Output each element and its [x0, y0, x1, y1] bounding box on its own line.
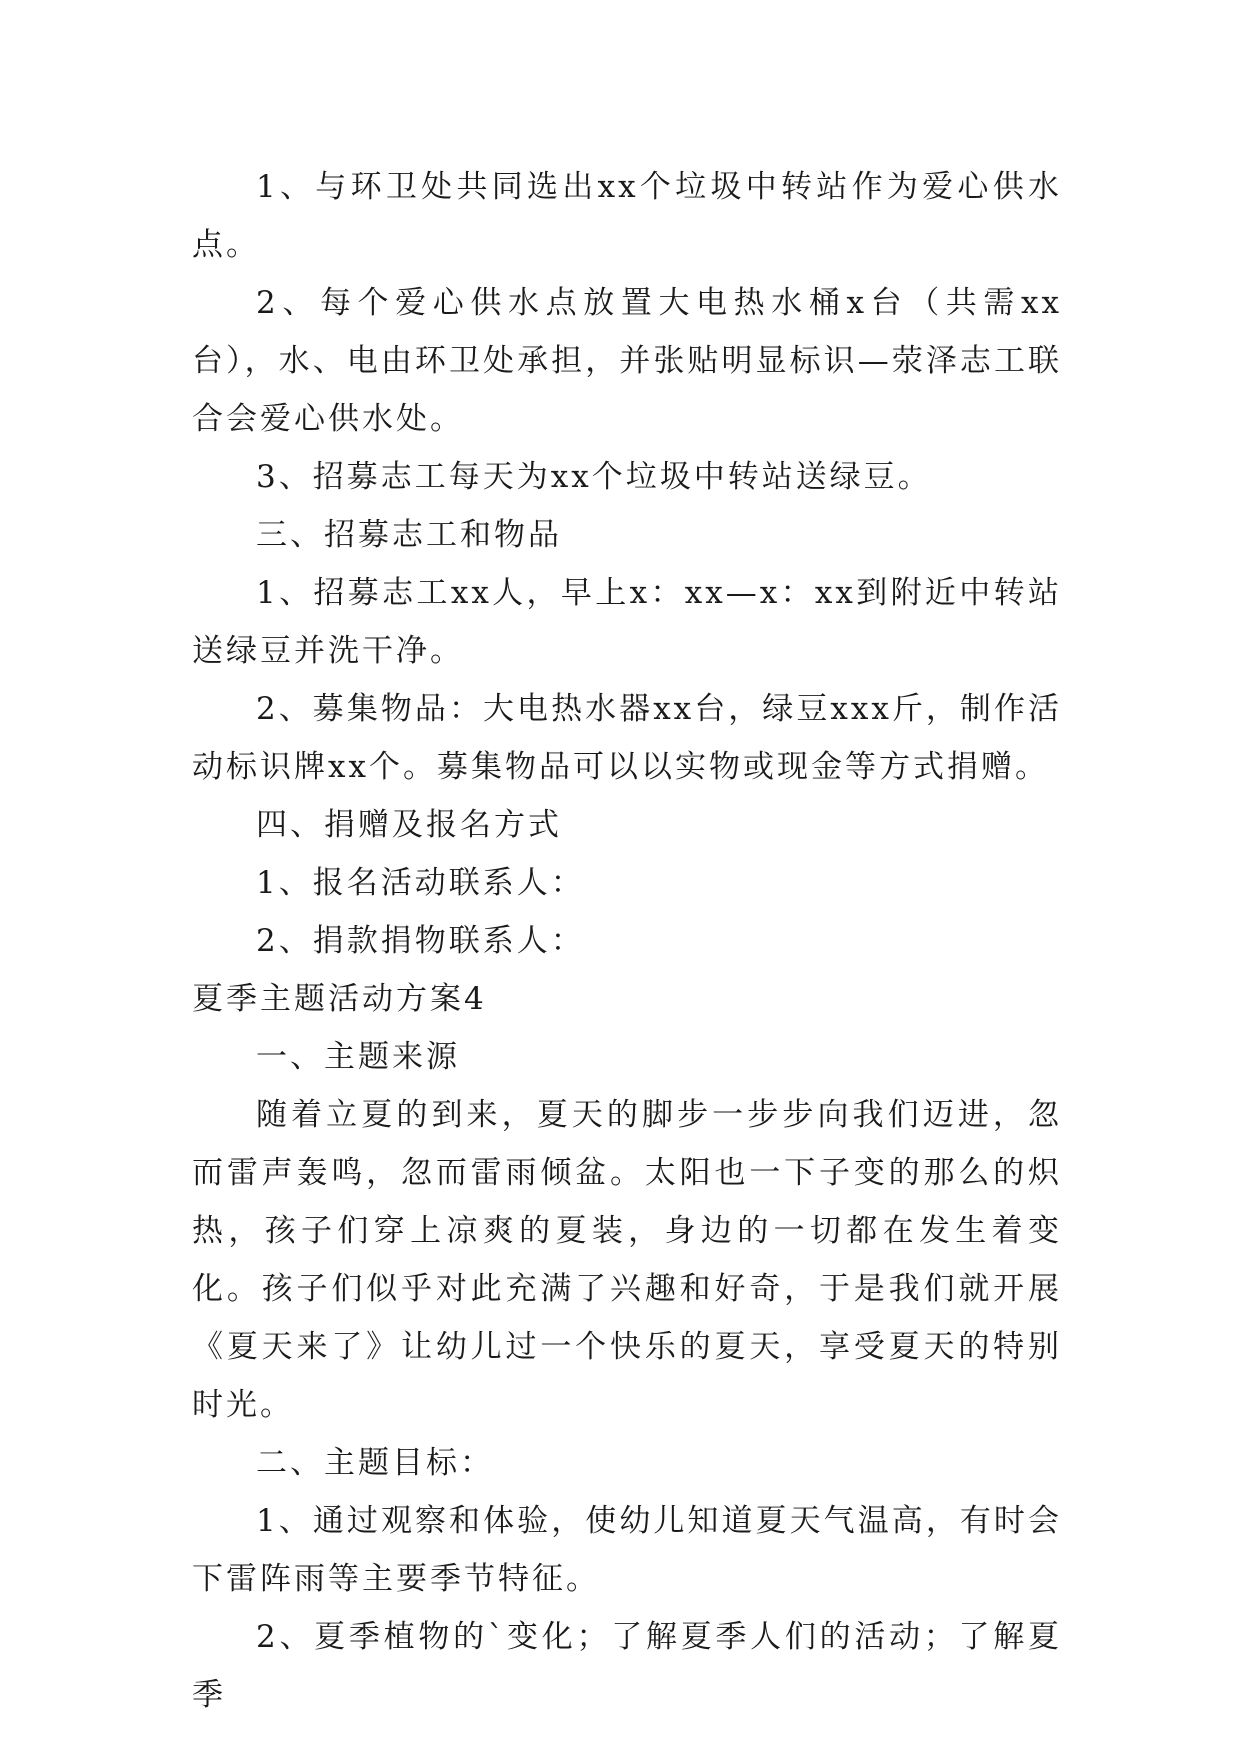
section-heading-donation: 四、捐赠及报名方式 [256, 807, 562, 843]
paragraph-water-points: 1、与环卫处共同选出xx个垃圾中转站作为爱心供水点。 [192, 169, 1062, 263]
section-heading-theme-goals: 二、主题目标： [256, 1445, 494, 1481]
paragraph-donation-contact: 2、捐款捐物联系人： [256, 923, 585, 959]
paragraph-goal-1: 1、通过观察和体验，使幼儿知道夏天气温高，有时会下雷阵雨等主要季节特征。 [192, 1503, 1062, 1597]
paragraph-recruit-volunteers: 1、招募志工xx人，早上x：xx—x：xx到附近中转站送绿豆并洗干净。 [192, 575, 1062, 669]
paragraph-collect-items: 2、募集物品：大电热水器xx台，绿豆xxx斤，制作活动标识牌xx个。募集物品可以以实物或现金等方式捐赠。 [192, 691, 1062, 785]
plan-title: 夏季主题活动方案4 [192, 981, 487, 1017]
section-heading-theme-source: 一、主题来源 [256, 1039, 460, 1075]
section-heading-recruit: 三、招募志工和物品 [256, 517, 562, 553]
document-body [192, 158, 1062, 1724]
paragraph-goal-2: 2、夏季植物的`变化；了解夏季人们的活动；了解夏季 [192, 1619, 1062, 1713]
paragraph-mung-beans: 3、招募志工每天为xx个垃圾中转站送绿豆。 [256, 459, 932, 495]
paragraph-water-buckets: 2、每个爱心供水点放置大电热水桶x台（共需xx台），水、电由环卫处承担，并张贴明显标识—荥泽志工联合会爱心供水处。 [192, 285, 1062, 437]
paragraph-theme-source: 随着立夏的到来，夏天的脚步一步步向我们迈进，忽而雷声轰鸣，忽而雷雨倾盆。太阳也一下子变的那么的炽热，孩子们穿上凉爽的夏装，身边的一切都在发生着变化。孩子们似乎对此充满了兴趣和好奇，于是我们就开展《夏天来了》让幼儿过一个快乐的夏天，享受夏天的特别时光。 [192, 1097, 1062, 1423]
paragraph-signup-contact: 1、报名活动联系人： [256, 865, 585, 901]
